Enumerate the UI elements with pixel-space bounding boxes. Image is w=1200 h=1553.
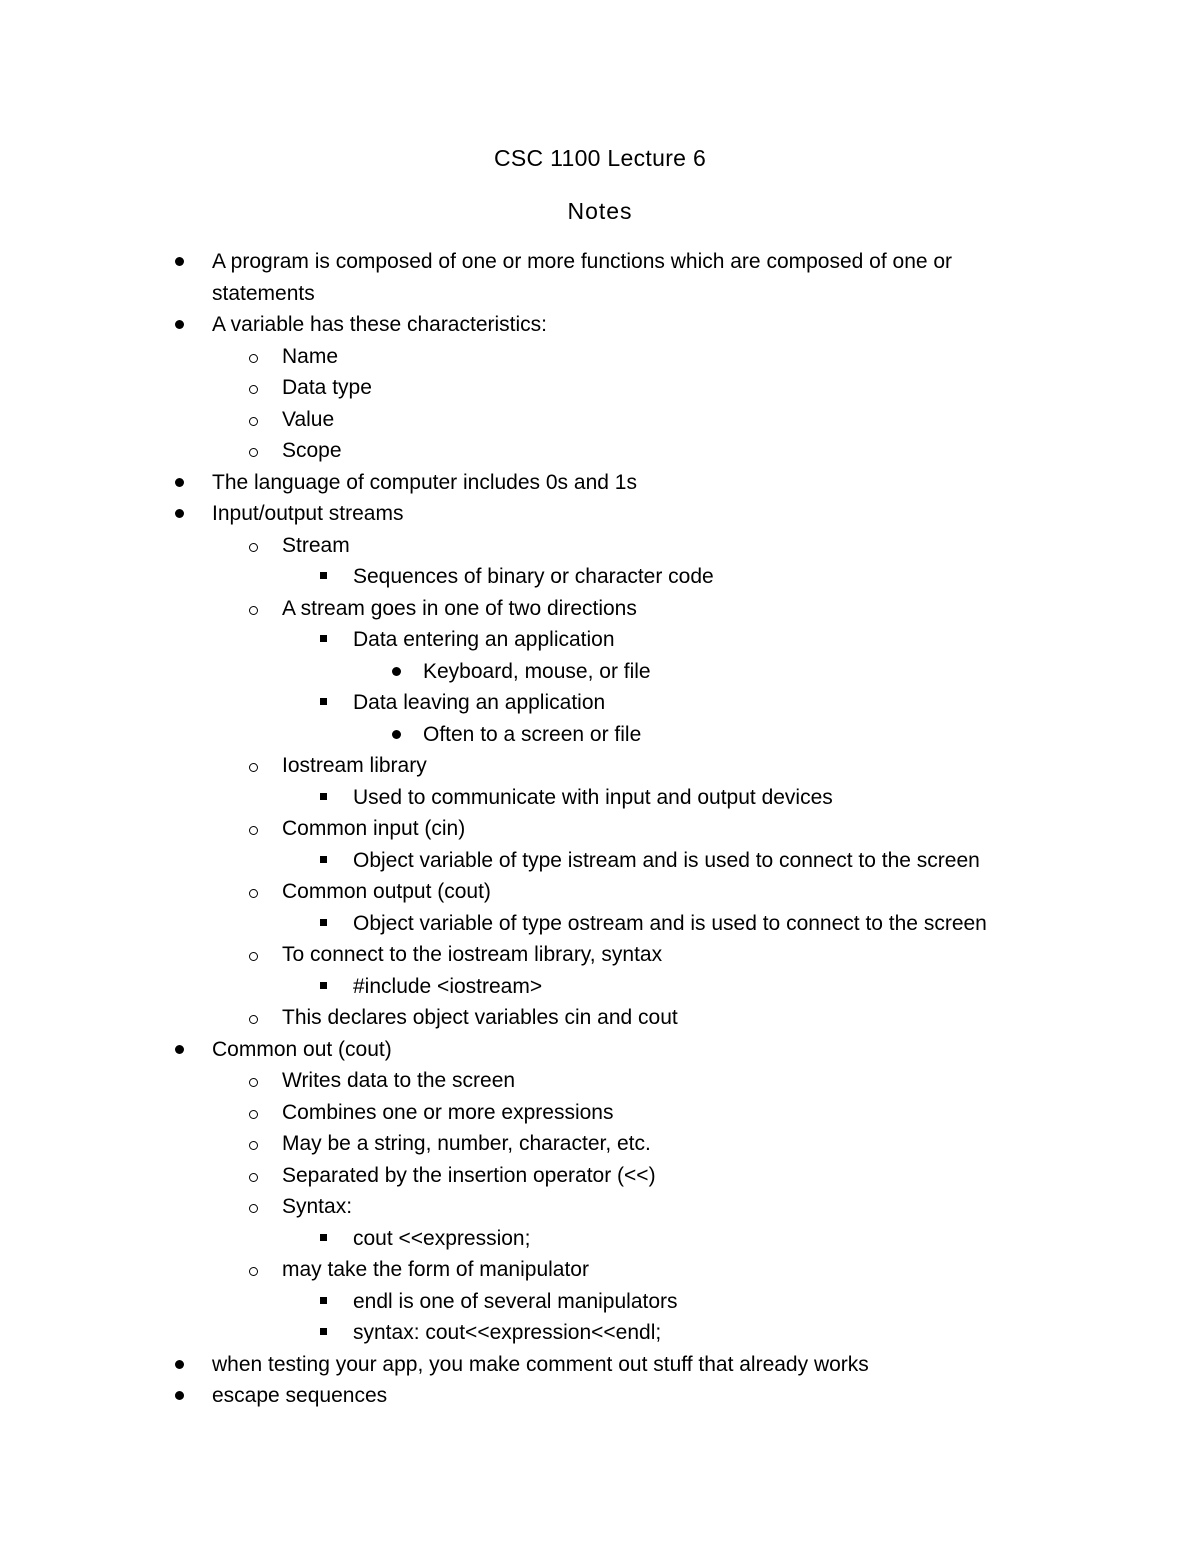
list-item-level-2: [0, 939, 1200, 971]
list-item-text: Syntax:: [282, 1195, 353, 1218]
list-item-text: Common out (cout): [212, 1037, 392, 1061]
bullet-circle-icon: [246, 1097, 264, 1129]
bullet-disc-icon: [171, 246, 189, 278]
bullet-disc-icon: [171, 309, 189, 341]
bullet-shape: [249, 1141, 258, 1150]
bullet-circle-icon: [246, 530, 264, 562]
list-item-level-2: [0, 1065, 1200, 1097]
bullet-disc-icon: [388, 719, 406, 751]
bullet-shape: [249, 417, 258, 426]
list-item-level-2: [0, 1097, 1200, 1129]
list-item-text: Data leaving an application: [353, 691, 606, 714]
bullet-square-icon: [317, 624, 335, 656]
list-item-text: cout <<expression;: [353, 1226, 531, 1250]
list-item-text: Sequences of binary or character code: [353, 565, 714, 588]
bullet-disc-icon: [171, 1380, 189, 1412]
bullet-shape: [175, 478, 184, 487]
list-item-level-3: [0, 908, 1200, 940]
bullet-shape: [249, 354, 258, 363]
list-item-level-2: [0, 750, 1200, 782]
bullet-shape: [249, 448, 258, 457]
list-item-level-2: [0, 1191, 1200, 1223]
bullet-disc-icon: [171, 498, 189, 530]
list-item-text: This declares object variables cin and cout: [282, 1006, 678, 1029]
document-subtitle: Notes: [567, 198, 633, 224]
list-item-text: Stream: [282, 533, 350, 557]
bullet-shape: [320, 1328, 327, 1335]
bullet-shape: [175, 1391, 184, 1400]
bullet-square-icon: [317, 1317, 335, 1349]
bullet-square-icon: [317, 561, 335, 593]
bullet-circle-icon: [246, 404, 264, 436]
bullet-circle-icon: [246, 1191, 264, 1223]
list-item-level-2: [0, 593, 1200, 625]
list-item-level-3: [0, 971, 1200, 1003]
list-item-level-1: [0, 1349, 1200, 1381]
bullet-shape: [249, 1015, 258, 1024]
bullet-disc-icon: [171, 467, 189, 499]
bullet-shape: [249, 952, 258, 961]
list-item-level-3: [0, 782, 1200, 814]
list-item-level-1: [0, 1380, 1200, 1412]
bullet-square-icon: [317, 845, 335, 877]
list-item-text: May be a string, number, character, etc.: [282, 1132, 651, 1155]
list-item-level-2: [0, 813, 1200, 845]
list-item-text: Scope: [282, 439, 342, 462]
list-item-level-1: [0, 309, 1200, 341]
bullet-shape: [249, 763, 258, 772]
bullet-shape: [320, 982, 327, 989]
list-item-level-2: [0, 876, 1200, 908]
bullet-shape: [320, 919, 327, 926]
bullet-circle-icon: [246, 1002, 264, 1034]
bullet-shape: [249, 826, 258, 835]
document-title: CSC 1100 Lecture 6: [493, 145, 707, 171]
list-item-text: Object variable of type ostream and is used to connect to the screen: [353, 911, 987, 935]
list-item-text: endl is one of several manipulators: [353, 1289, 678, 1313]
list-item-text: Common output (cout): [282, 880, 491, 903]
list-item-text: Data entering an application: [353, 628, 615, 651]
list-item-text: Often to a screen or file: [423, 722, 642, 746]
list-item-text: Common input (cin): [282, 817, 466, 840]
list-item-text: Writes data to the screen: [282, 1069, 516, 1092]
bullet-shape: [175, 1360, 184, 1369]
bullet-circle-icon: [246, 341, 264, 373]
list-item-text: Value: [282, 407, 335, 431]
list-item-level-3: [0, 561, 1200, 593]
bullet-square-icon: [317, 908, 335, 940]
bullet-disc-icon: [171, 1349, 189, 1381]
list-item-level-3: [0, 1317, 1200, 1349]
list-item-text: Combines one or more expressions: [282, 1100, 614, 1124]
list-item-level-1: [0, 498, 1200, 530]
bullet-shape: [392, 730, 401, 739]
bullet-shape: [249, 1078, 258, 1087]
bullet-circle-icon: [246, 939, 264, 971]
bullet-disc-icon: [171, 1034, 189, 1066]
bullet-circle-icon: [246, 1065, 264, 1097]
bullet-shape: [320, 1234, 327, 1241]
list-item-level-4: [0, 656, 1200, 688]
bullet-shape: [175, 257, 184, 266]
bullet-shape: [392, 667, 401, 676]
list-item-text: Iostream library: [282, 754, 427, 777]
list-item-text: syntax: cout<<expression<<endl;: [353, 1321, 662, 1344]
list-item-level-3: [0, 1223, 1200, 1255]
bullet-circle-icon: [246, 1254, 264, 1286]
list-item-level-2: [0, 1002, 1200, 1034]
bullet-shape: [249, 385, 258, 394]
notes-list: [0, 246, 1200, 1412]
bullet-circle-icon: [246, 813, 264, 845]
list-item-level-2: [0, 372, 1200, 404]
list-item-level-2: [0, 1128, 1200, 1160]
list-item-text: A variable has these characteristics:: [212, 313, 547, 336]
list-item-text: #include <iostream>: [353, 974, 543, 998]
bullet-circle-icon: [246, 372, 264, 404]
bullet-circle-icon: [246, 876, 264, 908]
list-item-text: Input/output streams: [212, 502, 404, 525]
bullet-shape: [175, 1045, 184, 1054]
bullet-shape: [320, 635, 327, 642]
bullet-shape: [175, 320, 184, 329]
list-item-level-3: [0, 624, 1200, 656]
list-item-text: Keyboard, mouse, or file: [423, 659, 651, 683]
bullet-square-icon: [317, 687, 335, 719]
bullet-shape: [249, 1173, 258, 1182]
list-item-text: The language of computer includes 0s and 1s: [212, 470, 637, 494]
bullet-circle-icon: [246, 593, 264, 625]
list-item-level-2: [0, 341, 1200, 373]
bullet-disc-icon: [388, 656, 406, 688]
list-item-text: Name: [282, 344, 339, 368]
list-item-text: Separated by the insertion operator (<<): [282, 1163, 656, 1187]
bullet-square-icon: [317, 971, 335, 1003]
bullet-shape: [249, 1267, 258, 1276]
list-item-level-3: [0, 845, 1200, 877]
list-item-text: A stream goes in one of two directions: [282, 596, 637, 620]
list-item-text: Used to communicate with input and output devices: [353, 785, 833, 809]
bullet-shape: [320, 1297, 327, 1304]
list-item-level-3: [0, 687, 1200, 719]
list-item-level-2: [0, 435, 1200, 467]
bullet-shape: [320, 572, 327, 579]
list-item-text: A program is composed of one or more functions which are composed of one or: [212, 250, 953, 273]
bullet-shape: [249, 543, 258, 552]
list-item-continuation: [0, 278, 1200, 310]
bullet-circle-icon: [246, 435, 264, 467]
bullet-square-icon: [317, 782, 335, 814]
bullet-square-icon: [317, 1223, 335, 1255]
list-item-text: Object variable of type istream and is used to connect to the screen: [353, 848, 980, 872]
list-item-text: escape sequences: [212, 1384, 388, 1407]
list-item-text: statements: [212, 281, 315, 305]
list-item-level-1: [0, 467, 1200, 499]
list-item-text: may take the form of manipulator: [282, 1258, 589, 1281]
list-item-level-2: [0, 1160, 1200, 1192]
bullet-shape: [175, 509, 184, 518]
list-item-text: To connect to the iostream library, syntax: [282, 943, 663, 966]
list-item-level-1: [0, 1034, 1200, 1066]
list-item-text: Data type: [282, 376, 372, 399]
list-item-level-4: [0, 719, 1200, 751]
list-item-level-3: [0, 1286, 1200, 1318]
bullet-circle-icon: [246, 1160, 264, 1192]
bullet-shape: [320, 698, 327, 705]
bullet-shape: [249, 1110, 258, 1119]
list-item-level-1: [0, 246, 1200, 278]
bullet-shape: [249, 1204, 258, 1213]
bullet-circle-icon: [246, 1128, 264, 1160]
list-item-level-2: [0, 404, 1200, 436]
list-item-text: when testing your app, you make comment out stuff that already works: [212, 1352, 869, 1376]
bullet-circle-icon: [246, 750, 264, 782]
bullet-shape: [249, 889, 258, 898]
list-item-level-2: [0, 530, 1200, 562]
bullet-shape: [320, 793, 327, 800]
list-item-level-2: [0, 1254, 1200, 1286]
bullet-square-icon: [317, 1286, 335, 1318]
bullet-shape: [249, 606, 258, 615]
bullet-shape: [320, 856, 327, 863]
